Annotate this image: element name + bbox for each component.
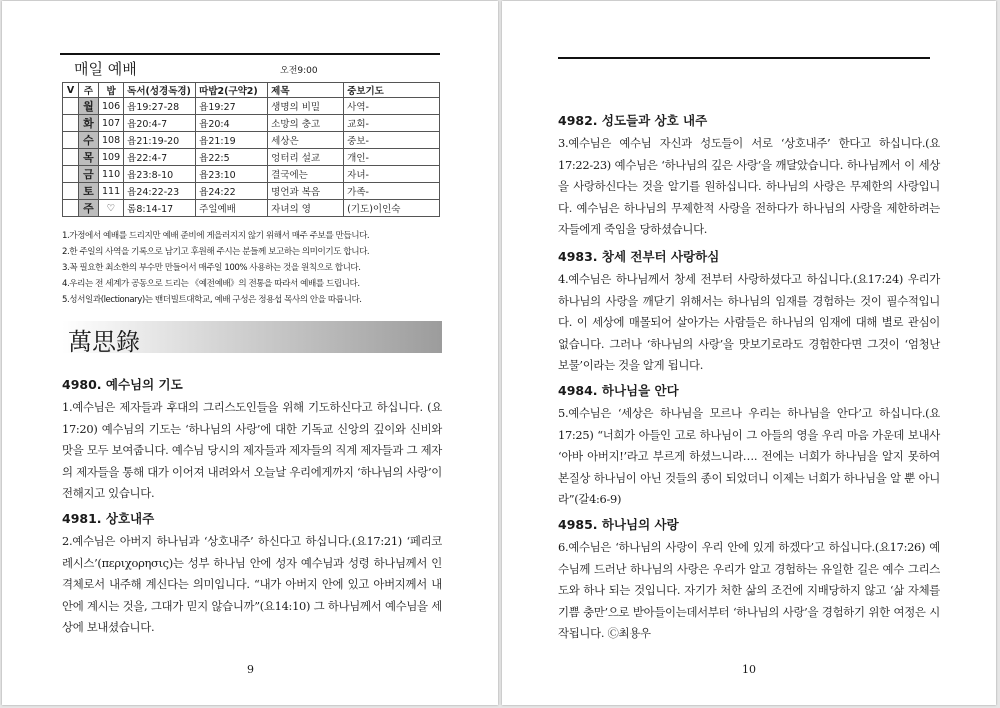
- top-rule: [60, 53, 440, 55]
- schedule-cell: 109: [99, 149, 124, 166]
- section-4982: [558, 109, 940, 241]
- schedule-cell: [63, 200, 79, 217]
- schedule-cell: 욥21:19: [196, 132, 268, 149]
- schedule-cell: 107: [99, 115, 124, 132]
- day-cell: 수: [79, 132, 99, 149]
- schedule-row: [63, 98, 440, 115]
- section-body: 1.예수님은 제자들과 후대의 그리스도인들을 위해 기도하신다고 하십니다. (요17:20) 예수님의 기도는 ‘하나님의 사랑’에 대한 기독교 신앙의 깊이와 신비와 맛을 모두 보여줍니다. 예수님 당시의 제자들과 제자들의 직계 제자들과 그 제자의 제자들을 통해 대가 이어져 내려와서 오늘날 우리에게까지 ‘하나님의 사랑’이 전해지고 있습니다.: [62, 400, 442, 501]
- schedule-cell: 중보-: [344, 132, 440, 149]
- schedule-cell: ♡: [99, 200, 124, 217]
- day-cell: 월: [79, 98, 99, 115]
- schedule-cell: 욥22:5: [196, 149, 268, 166]
- day-cell: 화: [79, 115, 99, 132]
- schedule-cell: 욥23:8-10: [124, 166, 196, 183]
- schedule-cell: 욥21:19-20: [124, 132, 196, 149]
- schedule-title: 매일 예배: [74, 60, 137, 78]
- section-body: 4.예수님은 하나님께서 창세 전부터 사랑하셨다고 하십니다.(요17:24) 우리가 하나님의 사랑을 깨닫기 위해서는 하나님의 임재를 경험하는 것이 필수적입니다. 이 세상에 매몰되어 살아가는 사람들은 하나님의 임재에 대해 별로 관심이 없습니다. 그러나 ‘하나님의 사랑’을 맛보기로라도 경험한다면 그것이 ‘엄청난 보물’이라는 것을 알게 됩니다.: [558, 272, 940, 373]
- schedule-cell: 욥24:22: [196, 183, 268, 200]
- right-page: [502, 1, 996, 705]
- section-4980: [62, 373, 442, 505]
- section-4981: [62, 507, 442, 639]
- schedule-cell: 주일예배: [196, 200, 268, 217]
- section-title: 4981. 상호내주: [62, 511, 155, 526]
- schedule-header-cell: V: [63, 83, 79, 98]
- schedule-cell: [63, 183, 79, 200]
- schedule-cell: 욥23:10: [196, 166, 268, 183]
- page-number: 10: [742, 663, 756, 676]
- section-title: 4982. 성도들과 상호 내주: [558, 113, 708, 128]
- schedule-cell: [63, 115, 79, 132]
- section-body: 5.예수님은 ‘세상은 하나님을 모르나 우리는 하나님을 안다’고 하십니다.(요17:25) “너희가 아들인 고로 하나님이 그 아들의 영을 우리 마음 가운데 보내사 ‘아바 아버지!’라고 부르게 하셨느니라…. 전에는 너희가 하나님을 알지 못하여 본질상 하나님이 아닌 것들의 종이 되었더니 이제는 너희가 하나님을 알 뿐 아니라”(갈4:6-9): [558, 406, 940, 507]
- note-item: 5.성서일과(lectionary)는 밴더빌트대학교, 예배 구성은 정용섭 목사의 안을 따릅니다.: [62, 295, 362, 305]
- banner: [62, 321, 442, 356]
- schedule-header-cell: 밥: [99, 83, 124, 98]
- schedule-header-cell: 중보기도: [344, 83, 440, 98]
- note-item: 2.한 주일의 사역을 기록으로 남기고 후원해 주시는 분들께 보고하는 의미이기도 합니다.: [62, 247, 370, 257]
- schedule-cell: [63, 98, 79, 115]
- top-rule: [558, 57, 930, 59]
- schedule-row: [63, 115, 440, 132]
- schedule-cell: 108: [99, 132, 124, 149]
- schedule-cell: (기도)이인숙: [344, 200, 440, 217]
- schedule-cell: 욥20:4: [196, 115, 268, 132]
- schedule-row: [63, 166, 440, 183]
- left-page: [2, 1, 498, 705]
- schedule-cell: 결국에는: [268, 166, 344, 183]
- schedule-time: 오전9:00: [280, 66, 318, 76]
- schedule-cell: 자녀의 영: [268, 200, 344, 217]
- note-item: 3.꼭 필요한 최소한의 부수만 만들어서 매주일 100% 사용하는 것을 원칙으로 합니다.: [62, 263, 361, 273]
- day-cell: 목: [79, 149, 99, 166]
- schedule-row: [63, 132, 440, 149]
- schedule-header-cell: 독서(성경독경): [124, 83, 196, 98]
- schedule-cell: 롬8:14-17: [124, 200, 196, 217]
- day-cell: 토: [79, 183, 99, 200]
- schedule-cell: 엉터리 설교: [268, 149, 344, 166]
- section-body: 2.예수님은 아버지 하나님과 ‘상호내주’ 하신다고 하십니다.(요17:21) ‘페리코레시스’(περιχορησις)는 성부 하나님 안에 성자 예수님과 성령 하나님께서 인격체로서 내주해 계신다는 의미입니다. “내가 아버지 안에 있고 아버지께서 내 안에 계시는 것을, 그대가 믿지 않습니까”(요14:10) 그 하나님께서 예수님을 세상에 보내셨습니다.: [62, 534, 442, 635]
- schedule-cell: 명언과 복음: [268, 183, 344, 200]
- schedule-row: [63, 149, 440, 166]
- schedule-header-cell: 주: [79, 83, 99, 98]
- schedule-cell: 세상은: [268, 132, 344, 149]
- section-4983: [558, 245, 940, 377]
- section-body: 6.예수님은 ‘하나님의 사랑이 우리 안에 있게 하겠다’고 하십니다.(요17:26) 예수님께 드러난 하나님의 사랑은 우리가 알고 경험하는 유일한 길은 예수 그리스도와 하나 되는 것입니다. 자기가 처한 삶의 조건에 지배당하지 않고 ‘삶 자체를 기쁨 충만’으로 받아들이는데서부터 ‘하나님의 사랑’을 경험하기 위한 여정은 시작됩니다. Ⓒ최용우: [558, 540, 940, 641]
- note-item: 4.우리는 전 세계가 공동으로 드리는 《예전예배》의 전통을 따라서 예배를 드립니다.: [62, 279, 360, 289]
- schedule-row: [63, 200, 440, 217]
- note-item: 1.가정에서 예배를 드리지만 예배 준비에 게을러지지 않기 위해서 매주 주보를 만듭니다.: [62, 231, 370, 241]
- notes-list: [62, 228, 442, 308]
- schedule-row: [63, 183, 440, 200]
- schedule-table: [62, 82, 440, 217]
- day-cell: 금: [79, 166, 99, 183]
- schedule-header-cell: 제목: [268, 83, 344, 98]
- schedule-cell: 106: [99, 98, 124, 115]
- schedule-cell: 사역-: [344, 98, 440, 115]
- schedule-cell: 자녀-: [344, 166, 440, 183]
- schedule-cell: [63, 166, 79, 183]
- section-title: 4983. 창세 전부터 사랑하심: [558, 249, 720, 264]
- section-4984: [558, 379, 940, 511]
- schedule-cell: 욥19:27: [196, 98, 268, 115]
- section-body: 3.예수님은 예수님 자신과 성도들이 서로 ‘상호내주’ 한다고 하십니다.(요17:22-23) 예수님은 ‘하나님의 깊은 사랑’을 깨달았습니다. 하나님께서 이 세상을 사랑하신다는 것을 알기를 원하십니다. 하나님의 사랑은 무제한의 사랑입니다. 예수님은 하나님의 무제한적 사랑을 전하다가 하나님의 사랑을 제한하려는 자들에게 죽임을 당하셨습니다.: [558, 136, 940, 237]
- schedule-cell: 소망의 충고: [268, 115, 344, 132]
- schedule-header-row: [63, 83, 440, 98]
- day-cell: 주: [79, 200, 99, 217]
- schedule-cell: 욥22:4-7: [124, 149, 196, 166]
- schedule-cell: [63, 149, 79, 166]
- schedule-cell: 개인-: [344, 149, 440, 166]
- schedule-cell: 교회-: [344, 115, 440, 132]
- schedule-cell: 욥20:4-7: [124, 115, 196, 132]
- schedule-cell: 욥19:27-28: [124, 98, 196, 115]
- schedule-cell: 110: [99, 166, 124, 183]
- schedule-cell: 가족-: [344, 183, 440, 200]
- section-title: 4984. 하나님을 안다: [558, 383, 679, 398]
- schedule-cell: 생명의 비밀: [268, 98, 344, 115]
- page-number: 9: [247, 663, 254, 676]
- schedule-header-cell: 따밥2(구약2): [196, 83, 268, 98]
- section-4985: [558, 513, 940, 645]
- schedule-cell: 111: [99, 183, 124, 200]
- schedule-cell: [63, 132, 79, 149]
- section-title: 4985. 하나님의 사랑: [558, 517, 679, 532]
- schedule-cell: 욥24:22-23: [124, 183, 196, 200]
- section-title: 4980. 예수님의 기도: [62, 377, 183, 392]
- banner-title: 萬思錄: [68, 328, 140, 356]
